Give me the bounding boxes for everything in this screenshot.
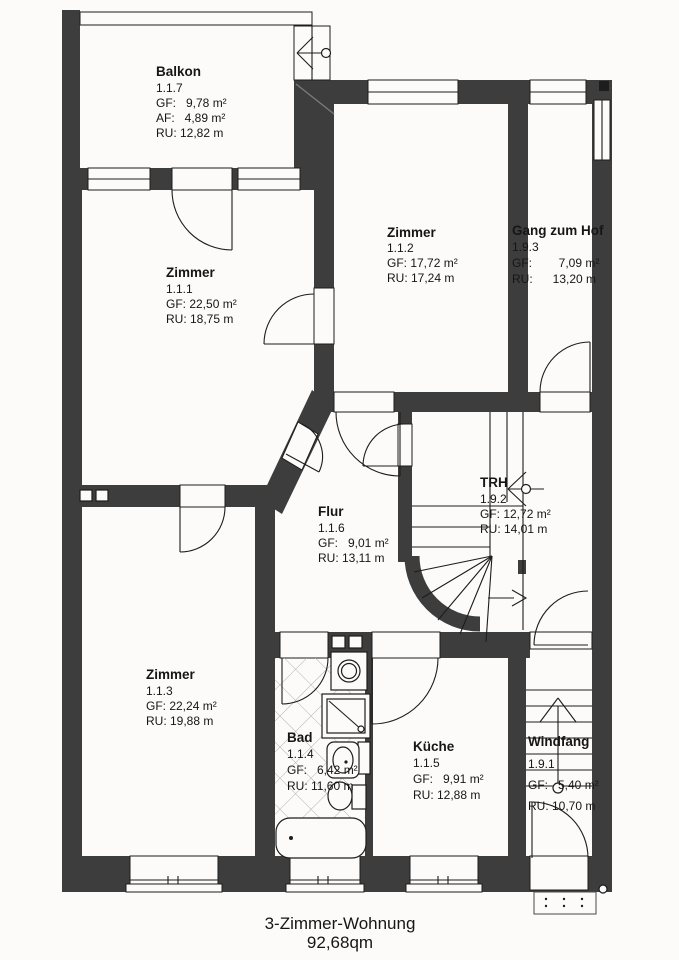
opening-trh-windfang bbox=[530, 632, 592, 649]
room-name: Zimmer bbox=[146, 667, 195, 682]
room-ru: RU: 17,24 m bbox=[387, 271, 455, 285]
wall-windfang-left bbox=[508, 647, 526, 892]
room-name: Windfang bbox=[528, 734, 590, 749]
room-name: Balkon bbox=[156, 64, 202, 79]
washing-machine-icon bbox=[331, 652, 367, 690]
door-opening-balcony bbox=[172, 168, 232, 190]
room-number: 1.1.6 bbox=[318, 521, 345, 535]
door-opening-gang-trh bbox=[540, 392, 590, 412]
door-opening-kueche bbox=[372, 632, 440, 658]
label-zimmer1 bbox=[166, 265, 237, 326]
room-number: 1.1.2 bbox=[387, 241, 414, 255]
room-ru: RU: 13,20 m bbox=[512, 272, 597, 286]
entrance-landing bbox=[534, 892, 596, 914]
socket-icon bbox=[349, 636, 362, 648]
door-opening-bad bbox=[280, 632, 328, 658]
room-name: Küche bbox=[413, 739, 455, 754]
wall-balcony-left bbox=[62, 10, 80, 170]
wall-exterior-right bbox=[592, 80, 612, 892]
room-name: Zimmer bbox=[387, 225, 436, 240]
wall-zimmer1-zimmer2 bbox=[314, 80, 334, 405]
plan-title bbox=[265, 914, 416, 952]
room-gf: GF: 5,40 m² bbox=[528, 778, 599, 792]
room-gf: GF: 9,01 m² bbox=[318, 536, 389, 550]
room-gf: GF: 12,72 m² bbox=[480, 507, 551, 521]
door-opening-zimmer1-zimmer2 bbox=[314, 288, 334, 344]
door-opening-zimmer2-flur bbox=[334, 392, 394, 412]
wall-stair-curve bbox=[412, 556, 480, 624]
balcony-structure bbox=[80, 12, 331, 80]
door-zimmer1-zimmer3 bbox=[180, 507, 225, 552]
room-gf: GF: 17,72 m² bbox=[387, 256, 458, 270]
plan-title-line1: 3-Zimmer-Wohnung bbox=[264, 914, 416, 933]
room-ru: RU: 13,11 m bbox=[318, 551, 385, 565]
room-gf: GF: 9,91 m² bbox=[413, 772, 484, 786]
corner-marker-square bbox=[599, 81, 609, 91]
corner-marker-circle bbox=[599, 885, 607, 893]
label-kueche bbox=[413, 739, 484, 802]
door-kueche bbox=[372, 658, 438, 724]
plan-title-line2: 92,68qm bbox=[306, 933, 374, 952]
room-name: Gang zum Hof bbox=[512, 223, 604, 238]
room-gf: GF: 9,78 m² bbox=[156, 96, 227, 110]
bathtub-icon bbox=[276, 818, 366, 858]
room-number: 1.1.1 bbox=[166, 282, 193, 296]
room-af: AF: 4,89 m² bbox=[156, 111, 226, 125]
room-number: 1.9.3 bbox=[512, 240, 539, 254]
door-balcony bbox=[172, 190, 232, 250]
trh-level-marker-icon bbox=[508, 472, 544, 506]
socket-icon bbox=[332, 636, 345, 648]
door-opening-entrance bbox=[530, 856, 588, 890]
label-zimmer2 bbox=[387, 225, 458, 285]
room-ru: RU: 18,75 m bbox=[166, 312, 234, 326]
room-number: 1.9.1 bbox=[528, 757, 555, 771]
room-name: TRH bbox=[480, 475, 508, 490]
room-ru: RU: 19,88 m bbox=[146, 714, 214, 728]
socket-icon bbox=[80, 490, 92, 501]
shower-icon bbox=[322, 694, 370, 738]
room-gf: GF: 22,24 m² bbox=[146, 699, 217, 713]
wall-stub-trh bbox=[518, 560, 526, 574]
wall-exterior-left bbox=[62, 168, 82, 892]
room-ru: RU: 10,70 m bbox=[528, 799, 596, 813]
label-windfang bbox=[528, 734, 599, 813]
room-ru: RU: 11,60 m bbox=[287, 779, 354, 793]
door-zimmer1-zimmer2 bbox=[264, 294, 314, 344]
room-gf: GF: 6,42 m² bbox=[287, 763, 358, 777]
label-flur bbox=[318, 504, 389, 565]
room-name: Zimmer bbox=[166, 265, 215, 280]
door-opening-zimmer1-zimmer3 bbox=[180, 485, 225, 507]
room-gf: GF: 7,09 m² bbox=[512, 256, 600, 270]
room-number: 1.1.4 bbox=[287, 747, 314, 761]
sill-kueche bbox=[406, 884, 482, 892]
balcony-railing bbox=[80, 12, 312, 25]
label-zimmer3 bbox=[146, 667, 217, 728]
sill-bad bbox=[286, 884, 364, 892]
room-gf: GF: 22,50 m² bbox=[166, 297, 237, 311]
stair-direction-arrow-trh bbox=[488, 590, 526, 606]
door-gang bbox=[540, 342, 590, 392]
wall-zimmer3-right bbox=[255, 485, 275, 892]
room-ru: RU: 12,88 m bbox=[413, 788, 481, 802]
room-name: Bad bbox=[287, 730, 313, 745]
room-ru: RU: 12,82 m bbox=[156, 126, 224, 140]
room-number: 1.1.3 bbox=[146, 684, 173, 698]
room-number: 1.1.5 bbox=[413, 756, 440, 770]
socket-icon bbox=[96, 490, 108, 501]
room-ru: RU: 14,01 m bbox=[480, 522, 548, 536]
room-name: Flur bbox=[318, 504, 344, 519]
sill-zimmer3 bbox=[126, 884, 222, 892]
room-number: 1.9.2 bbox=[480, 492, 507, 506]
label-balkon bbox=[156, 64, 227, 140]
room-number: 1.1.7 bbox=[156, 81, 183, 95]
